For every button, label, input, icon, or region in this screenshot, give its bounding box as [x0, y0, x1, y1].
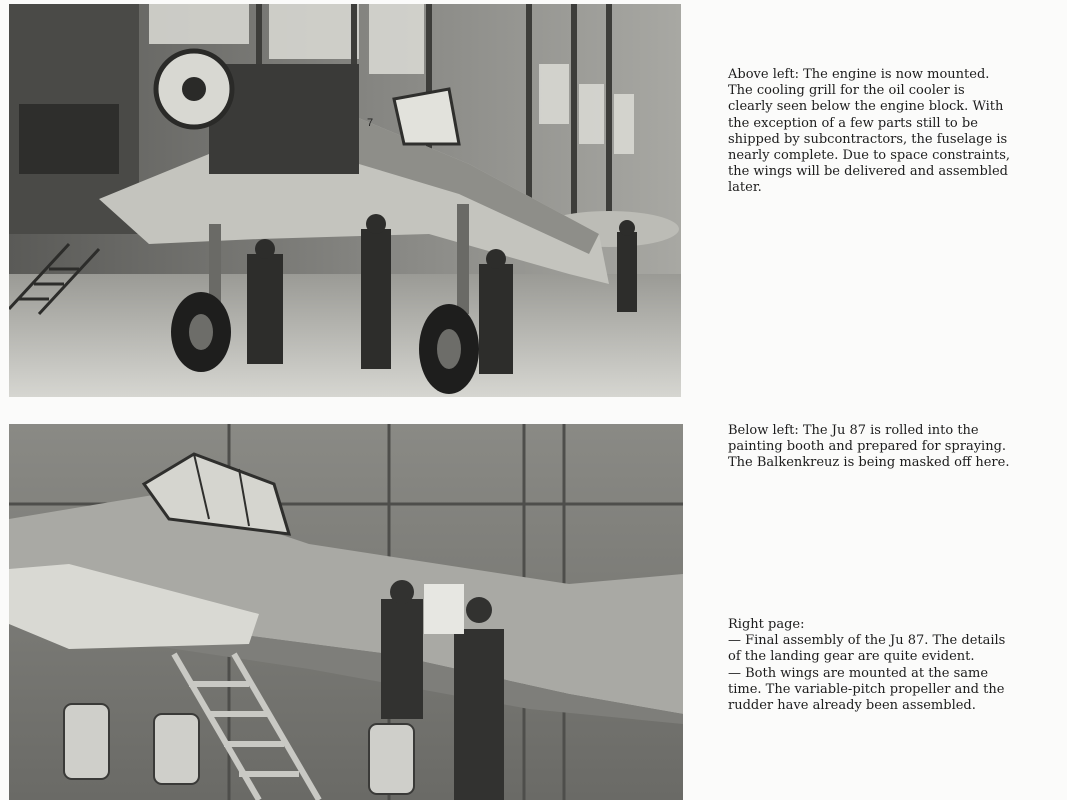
caption-right-page: [728, 617, 1013, 714]
caption-above-left: [728, 67, 1013, 197]
caption-right-page-line: — Both wings are mounted at the same time. The variable-pitch propeller and the rudder have already been assembled.: [728, 665, 1005, 714]
caption-below-left-text: Below left: The Ju 87 is rolled into the painting booth and prepared for spraying. The Balkenkreuz is being masked off here.: [728, 423, 1010, 471]
caption-above-left-text: Above left: The engine is now mounted. The cooling grill for the oil cooler is clearly seen below the engine block. With the exception of a few parts still to be shipped by subcontractors, the fuselage is nearly complete. Due to space constraints, the wings will be delivered and assembled later.: [728, 67, 1011, 196]
painting-booth-photo: [9, 424, 683, 800]
caption-below-left: [728, 423, 1013, 472]
painting-booth-illustration: [9, 424, 683, 800]
caption-right-page-heading: Right page:: [728, 617, 805, 632]
factory-assembly-illustration: [9, 4, 681, 397]
fuselage-marking: 7: [367, 117, 374, 129]
caption-right-page-line: — Final assembly of the Ju 87. The details of the landing gear are quite evident.: [728, 633, 1006, 665]
factory-assembly-photo: [9, 4, 681, 397]
